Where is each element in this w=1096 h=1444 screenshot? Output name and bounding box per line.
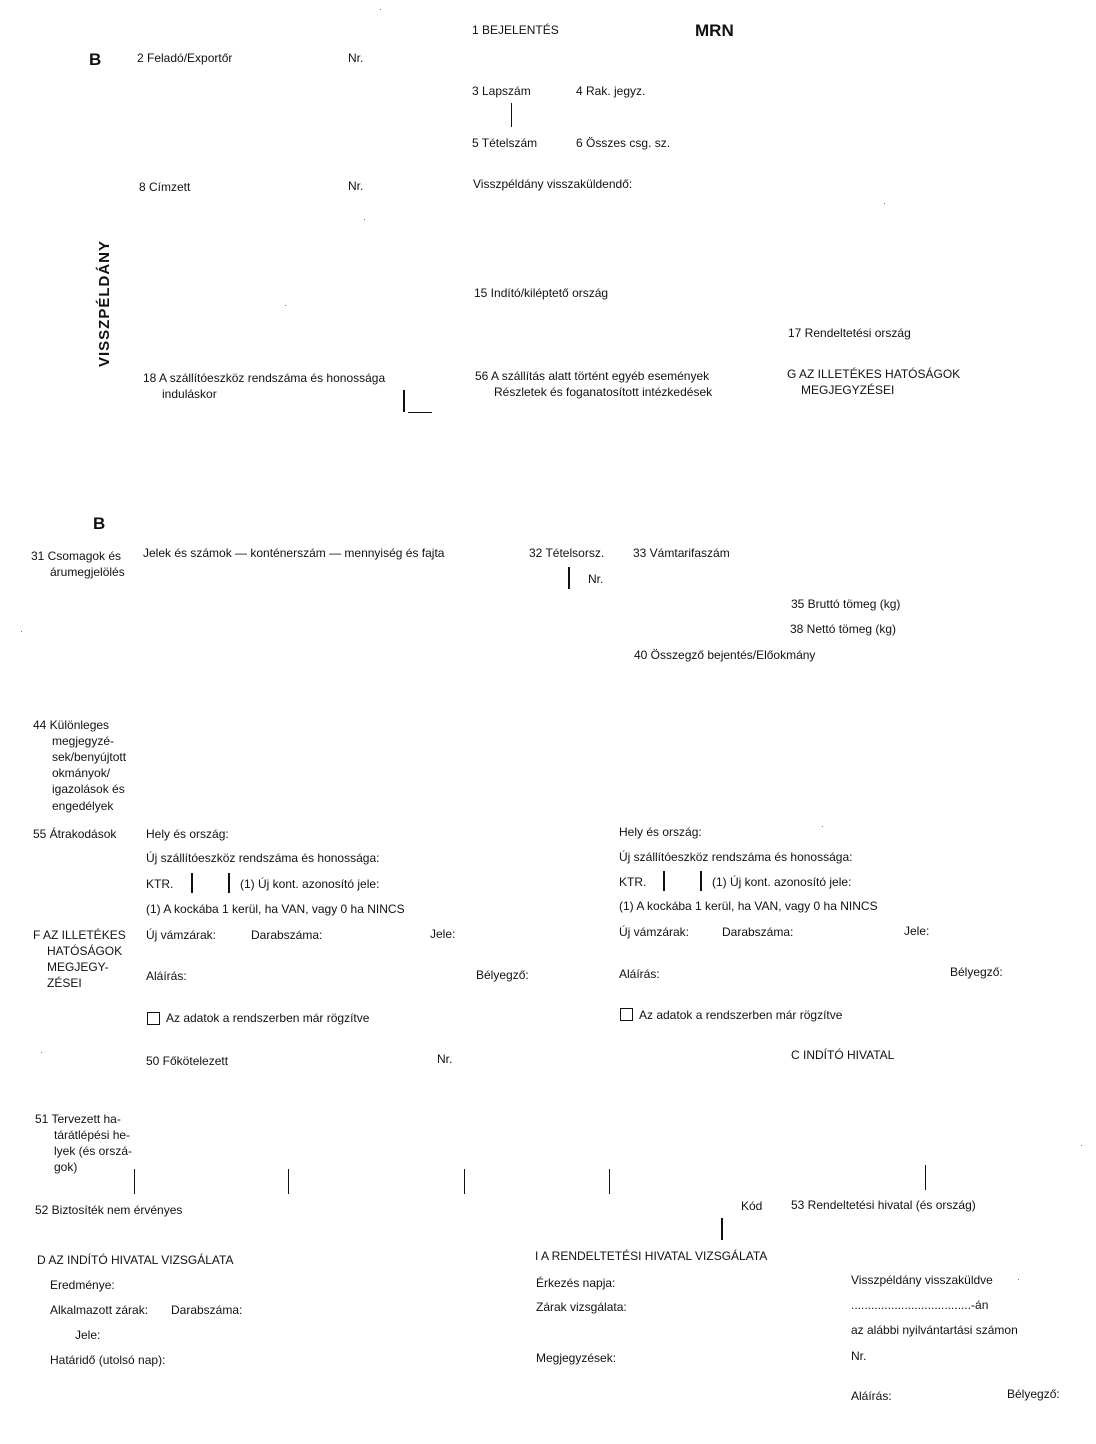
field-35-label: 35 Bruttó tömeg (kg) (791, 597, 901, 611)
declaration-label: 1 BEJELENTÉS (472, 23, 559, 37)
field-52-label: 52 Biztosíték nem érvényes (35, 1203, 183, 1217)
field-51-line-3: lyek (és orszá- (54, 1144, 133, 1158)
field-2-nr: Nr. (348, 51, 364, 65)
right-count-label: Darabszáma: (722, 925, 794, 939)
return-stamp-label: Bélyegző: (1007, 1387, 1060, 1401)
scan-speck (884, 203, 885, 204)
right-ktr-box-left (663, 871, 665, 891)
vertical-copy-label: VISSZPÉLDÁNY (96, 239, 113, 367)
left-vehicle-label: Új szállítóeszköz rendszáma és honossága: (146, 851, 380, 865)
left-place-label: Hely és ország: (146, 827, 229, 841)
right-mark-label: Jele: (904, 924, 930, 938)
field-51-divider-4 (609, 1169, 610, 1194)
field-32-nr: Nr. (588, 572, 604, 586)
field-17-label: 17 Rendeltetési ország (788, 326, 911, 340)
left-signature-label: Aláírás: (146, 969, 187, 983)
d-seals-label: Alkalmazott zárak: (50, 1303, 149, 1317)
field-44-label: 44 Különleges (33, 718, 110, 732)
field-44-line-4: okmányok/ (52, 766, 111, 780)
field-44-line-2: megjegyzé- (52, 734, 115, 748)
field-33-label: 33 Vámtarifaszám (633, 546, 730, 560)
scan-speck (21, 631, 22, 632)
box-f-line-3: MEGJEGY- (47, 960, 109, 974)
return-date-line: ....................................-án (851, 1298, 989, 1312)
right-vehicle-label: Új szállítóeszköz rendszáma és honossága: (619, 850, 853, 864)
right-note: (1) A kockába 1 kerül, ha VAN, vagy 0 ha NINCS (619, 899, 878, 913)
copy-marker-b-second: B (93, 514, 106, 533)
field-56-label-cont: Részletek és foganatosított intézkedések (494, 385, 713, 399)
field-5-label: 5 Tételszám (472, 136, 538, 150)
left-ktr-label: KTR. (146, 877, 174, 891)
left-count-label: Darabszáma: (251, 928, 323, 942)
field-56-label: 56 A szállítás alatt történt egyéb események (475, 369, 710, 383)
field-18-divider (403, 390, 405, 412)
box-f-line-2: HATÓSÁGOK (47, 944, 123, 958)
field-38-label: 38 Nettó tömeg (kg) (790, 622, 897, 636)
field-51-line-4: gok) (54, 1160, 78, 1174)
copy-marker-b: B (89, 50, 102, 69)
field-44-line-6: engedélyek (52, 799, 114, 813)
box-f-title: F AZ ILLETÉKES (33, 928, 126, 942)
scan-speck (822, 826, 823, 827)
field-32-label: 32 Tételsorsz. (529, 546, 605, 560)
right-recorded-checkbox[interactable] (620, 1008, 633, 1021)
box-i-title: I A RENDELTETÉSI HIVATAL VIZSGÁLATA (535, 1249, 768, 1263)
i-remarks-label: Megjegyzések: (536, 1351, 617, 1365)
field-2-label: 2 Feladó/Exportőr (137, 51, 233, 65)
field-32-divider (568, 567, 570, 589)
field-50-label: 50 Főkötelezett (146, 1054, 229, 1068)
field-18-underline (408, 412, 432, 413)
field-51-line-2: tárátlépési he- (54, 1128, 131, 1142)
return-sent-label: Visszpéldány visszaküldve (851, 1273, 993, 1287)
box-g-title: G AZ ILLETÉKES HATÓSÁGOK (787, 367, 961, 381)
field-31-label: 31 Csomagok és (31, 549, 122, 563)
scan-speck (380, 9, 381, 10)
return-to-label: Visszpéldány visszaküldendő: (473, 177, 633, 191)
d-count-label: Darabszáma: (171, 1303, 243, 1317)
code-label: Kód (741, 1199, 763, 1213)
field-18-label-cont: induláskor (162, 387, 217, 401)
left-recorded-checkbox[interactable] (147, 1012, 160, 1025)
box-c-title: C INDÍTÓ HIVATAL (791, 1048, 895, 1062)
scan-speck (364, 219, 365, 220)
field-51-label: 51 Tervezett ha- (35, 1112, 121, 1126)
box-g-title-cont: MEGJEGYZÉSEI (801, 383, 895, 397)
right-recorded-label: Az adatok a rendszerben már rögzítve (639, 1008, 843, 1022)
box-f-line-4: ZÉSEI (47, 976, 82, 990)
d-deadline-label: Határidő (utolsó nap): (50, 1353, 166, 1367)
field-8-nr: Nr. (348, 179, 364, 193)
scan-speck (1018, 1279, 1019, 1280)
box-d-title: D AZ INDÍTÓ HIVATAL VIZSGÁLATA (37, 1253, 234, 1267)
i-arrival-label: Érkezés napja: (536, 1276, 616, 1290)
i-seal-check-label: Zárak vizsgálata: (536, 1300, 627, 1314)
left-seals-label: Új vámzárak: (146, 928, 217, 942)
right-seals-label: Új vámzárak: (619, 925, 690, 939)
field-53-label: 53 Rendeltetési hivatal (és ország) (791, 1198, 976, 1212)
field-31-label-cont: árumegjelölés (50, 565, 125, 579)
field-44-line-5: igazolások és (52, 782, 125, 796)
mrn-label: MRN (695, 21, 734, 40)
left-ktr-box-right (228, 873, 230, 893)
field-18-label: 18 A szállítóeszköz rendszáma és honossága (143, 371, 386, 385)
field-51-divider-3 (464, 1169, 465, 1194)
left-container-label: (1) Új kont. azonosító jele: (240, 877, 380, 891)
code-divider (721, 1218, 723, 1240)
field-51-divider-5 (925, 1165, 926, 1190)
right-place-label: Hely és ország: (619, 825, 702, 839)
d-mark-label: Jele: (75, 1328, 101, 1342)
left-recorded-label: Az adatok a rendszerben már rögzítve (166, 1011, 370, 1025)
scan-speck (285, 305, 286, 306)
right-stamp-label: Bélyegző: (950, 965, 1003, 979)
return-register-label: az alábbi nyilvántartási számon (851, 1323, 1018, 1337)
field-3-divider (511, 103, 512, 127)
field-15-label: 15 Indító/kiléptető ország (474, 286, 609, 300)
field-51-divider-1 (134, 1169, 135, 1194)
scan-speck (41, 1052, 42, 1053)
d-result-label: Eredménye: (50, 1278, 115, 1292)
field-4-label: 4 Rak. jegyz. (576, 84, 646, 98)
left-mark-label: Jele: (430, 927, 456, 941)
field-3-label: 3 Lapszám (472, 84, 531, 98)
scan-speck (1081, 1145, 1082, 1146)
field-8-label: 8 Címzett (139, 180, 191, 194)
field-40-label: 40 Összegző bejentés/Előokmány (634, 648, 816, 662)
field-44-line-3: sek/benyújtott (52, 750, 127, 764)
right-container-label: (1) Új kont. azonosító jele: (712, 875, 852, 889)
marks-label: Jelek és számok — konténerszám — mennyiség és fajta (143, 546, 445, 560)
right-ktr-box-right (700, 871, 702, 891)
return-signature-label: Aláírás: (851, 1389, 892, 1403)
right-ktr-label: KTR. (619, 875, 647, 889)
field-50-nr: Nr. (437, 1052, 453, 1066)
left-ktr-box-left (191, 873, 193, 893)
left-note: (1) A kockába 1 kerül, ha VAN, vagy 0 ha NINCS (146, 902, 405, 916)
left-stamp-label: Bélyegző: (476, 968, 529, 982)
return-nr-label: Nr. (851, 1349, 867, 1363)
field-55-label: 55 Átrakodások (33, 827, 117, 841)
right-signature-label: Aláírás: (619, 967, 660, 981)
field-51-divider-2 (288, 1169, 289, 1194)
field-6-label: 6 Összes csg. sz. (576, 136, 671, 150)
